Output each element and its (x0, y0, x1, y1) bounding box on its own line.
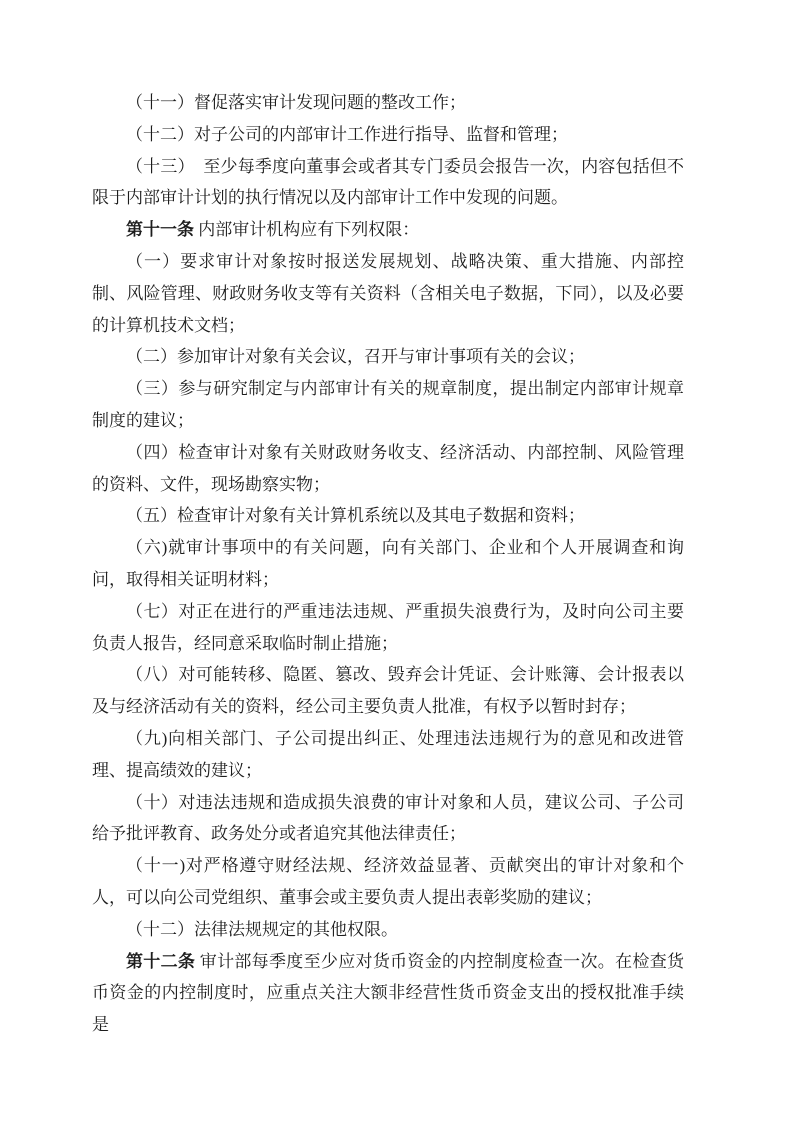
paragraph-text: （四）检查审计对象有关财政财务收支、经济活动、内部控制、风险管理的资料、文件，现场勘察实物； (92, 442, 684, 494)
article-paragraph: 第十一条 内部审计机构应有下列权限： (126, 220, 420, 240)
paragraph-text: （十一)对严格遵守财经法规、经济效益显著、贡献突出的审计对象和个人，可以向公司党组织、董事会或主要负责人提出表彰奖励的建议； (92, 856, 684, 907)
paragraph-text: （二）参加审计对象有关会议，召开与审计事项有关的会议； (126, 347, 585, 367)
body-paragraph (92, 659, 684, 723)
body-paragraph (92, 373, 684, 437)
body-paragraph (92, 850, 684, 914)
body-paragraph (92, 341, 684, 373)
paragraph-text: （十一）督促落实审计发现问题的整改工作； (126, 93, 466, 112)
article-number: 第十二条 (126, 951, 196, 971)
body-paragraph (92, 437, 684, 501)
paragraph-text: （九)向相关部门、子公司提出纠正、处理违法违规行为的意见和改进管理、提高绩效的建议； (92, 728, 684, 780)
body-paragraph (92, 119, 684, 151)
paragraph-text: （七）对正在进行的严重违法违规、严重损失浪费行为，及时向公司主要负责人报告，经同意采取临时制止措施； (92, 601, 684, 653)
body-paragraph (92, 500, 684, 532)
paragraph-text: （十二）法律法规规定的其他权限。 (126, 919, 398, 939)
paragraph-text: （五）检查审计对象有关计算机系统以及其电子数据和资料； (126, 506, 585, 526)
paragraph-text: （三）参与研究制定与内部审计有关的规章制度，提出制定内部审计规章制度的建议； (92, 379, 684, 430)
paragraph-text: （十二）对子公司的内部审计工作进行指导、监督和管理； (126, 124, 568, 144)
paragraph-text: （一）要求审计对象按时报送发展规划、战略决策、重大措施、内部控制、风险管理、财政财务收支等有关资料（含相关电子数据，下同），以及必要的计算机技术文档； (92, 251, 684, 335)
paragraph-text: （六)就审计事项中的有关问题，向有关部门、企业和个人开展调查和询问，取得相关证明材料； (92, 538, 684, 589)
article-number: 第十一条 (126, 220, 194, 240)
paragraph-text: （十）对违法违规和造成损失浪费的审计对象和人员，建议公司、子公司给予批评教育、政务处分或者追究其他法律责任； (92, 792, 684, 844)
body-paragraph (92, 532, 684, 596)
body-paragraph (92, 246, 684, 341)
paragraph-text: （八）对可能转移、隐匿、篡改、毁弃会计凭证、会计账簿、会计报表以及与经济活动有关的资料，经公司主要负责人批准，有权予以暂时封存； (92, 665, 684, 717)
document-body (92, 87, 684, 1041)
body-paragraph (92, 723, 684, 787)
body-paragraph (92, 787, 684, 851)
body-paragraph (92, 596, 684, 660)
body-paragraph (92, 87, 684, 119)
body-paragraph (92, 914, 684, 946)
paragraph-text: （十三） 至少每季度向董事会或者其专门委员会报告一次，内容包括但不限于内部审计计划的执行情况以及内部审计工作中发现的问题。 (92, 156, 684, 208)
article-paragraph: 第十二条 审计部每季度至少应对货币资金的内控制度检查一次。在检查货币资金的内控制度时，应重点关注大额非经营性货币资金支出的授权批准手续是 (92, 951, 684, 1035)
body-paragraph (92, 151, 684, 215)
